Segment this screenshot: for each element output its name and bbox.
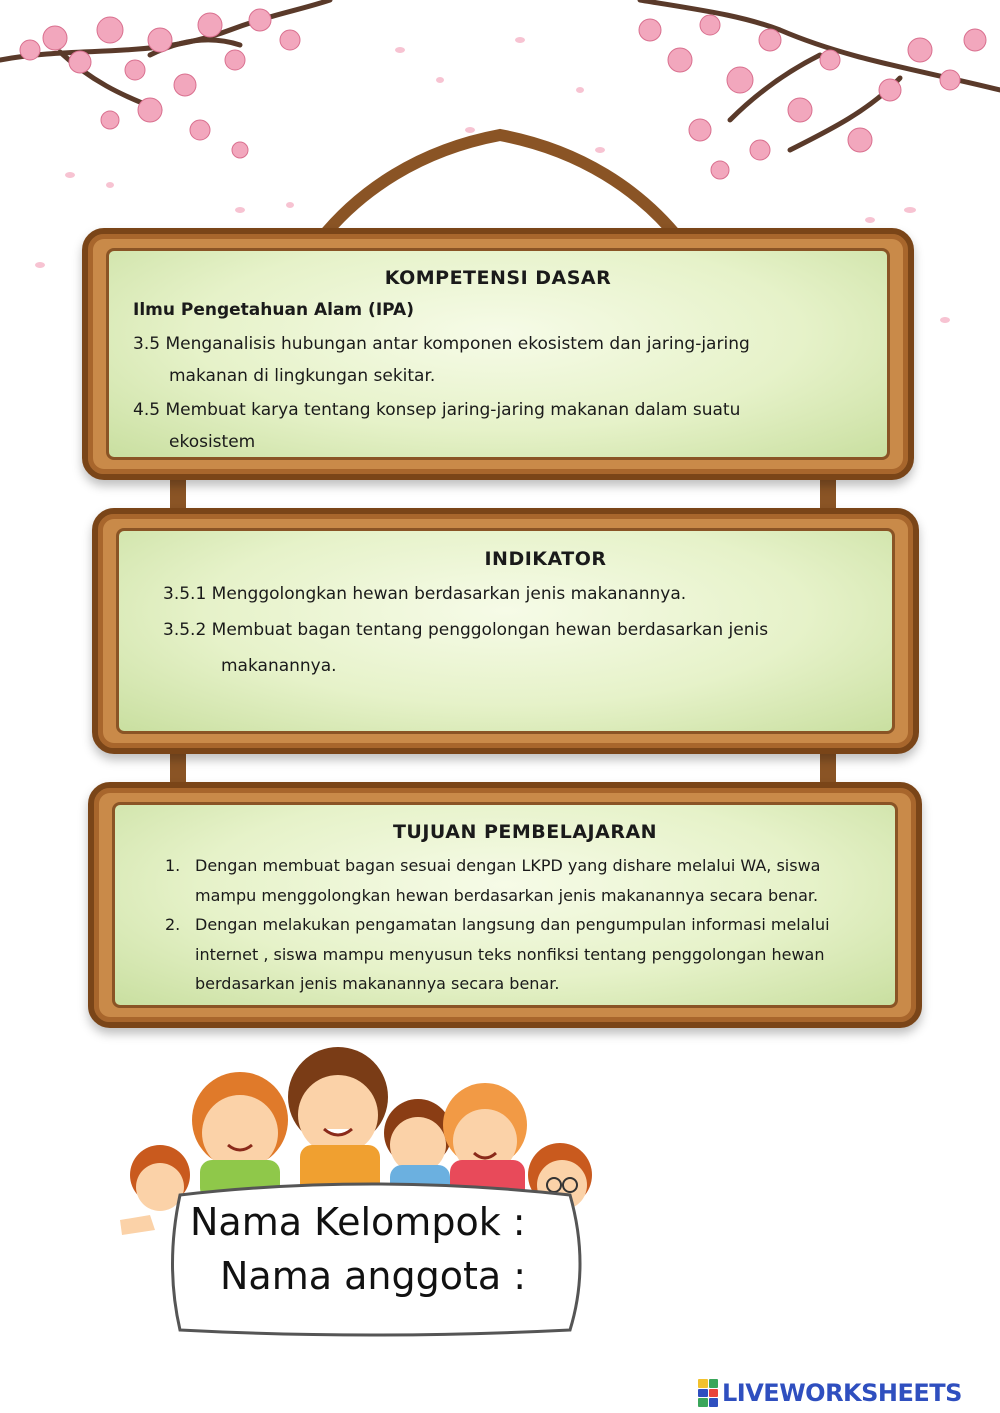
sign-board xyxy=(116,528,895,734)
nama-anggota-label: Nama anggota : xyxy=(220,1254,527,1298)
kd-4-5-line2: ekosistem xyxy=(169,432,256,452)
indikator-3-5-1: 3.5.1 Menggolongkan hewan berdasarkan jenis makanannya. xyxy=(163,584,687,604)
kompetensi-title: KOMPETENSI DASAR xyxy=(384,267,612,289)
sign-board xyxy=(106,248,890,460)
liveworksheets-logo-icon xyxy=(698,1379,718,1407)
kd-3-5-line2: makanan di lingkungan sekitar. xyxy=(169,366,436,386)
group-name-fields xyxy=(190,1195,526,1303)
indikator-sign xyxy=(92,508,919,754)
kd-3-5-line1: 3.5 Menganalisis hubungan antar komponen ekosistem dan jaring-jaring xyxy=(133,334,750,354)
tujuan-2-number: 2. xyxy=(165,915,181,934)
tujuan-title: TUJUAN PEMBELAJARAN xyxy=(392,821,658,843)
brand-name: LIVEWORKSHEETS xyxy=(722,1379,962,1407)
liveworksheets-logo[interactable] xyxy=(698,1377,962,1409)
indikator-3-5-2-line1: 3.5.2 Membuat bagan tentang penggolongan hewan berdasarkan jenis xyxy=(163,620,769,640)
tujuan-2-line2: internet , siswa mampu menyusun teks nonfiksi tentang penggolongan hewan xyxy=(195,945,825,964)
tujuan-1-line2: mampu menggolongkan hewan berdasarkan jenis makanannya secara benar. xyxy=(195,886,819,905)
kd-4-5-line1: 4.5 Membuat karya tentang konsep jaring-jaring makanan dalam suatu xyxy=(133,400,741,420)
tujuan-2-line3: berdasarkan jenis makanannya secara benar. xyxy=(195,974,560,993)
indikator-title: INDIKATOR xyxy=(484,548,607,570)
sign-board xyxy=(112,802,898,1008)
subject-label: Ilmu Pengetahuan Alam (IPA) xyxy=(133,300,414,320)
kompetensi-dasar-sign xyxy=(82,228,914,480)
tujuan-1-line1: Dengan membuat bagan sesuai dengan LKPD yang dishare melalui WA, siswa xyxy=(195,856,821,875)
tujuan-pembelajaran-sign xyxy=(88,782,922,1028)
indikator-3-5-2-line2: makanannya. xyxy=(221,656,337,676)
tujuan-1-number: 1. xyxy=(165,856,181,875)
tujuan-2-line1: Dengan melakukan pengamatan langsung dan pengumpulan informasi melalui xyxy=(195,915,830,934)
nama-kelompok-label: Nama Kelompok : xyxy=(190,1200,526,1244)
